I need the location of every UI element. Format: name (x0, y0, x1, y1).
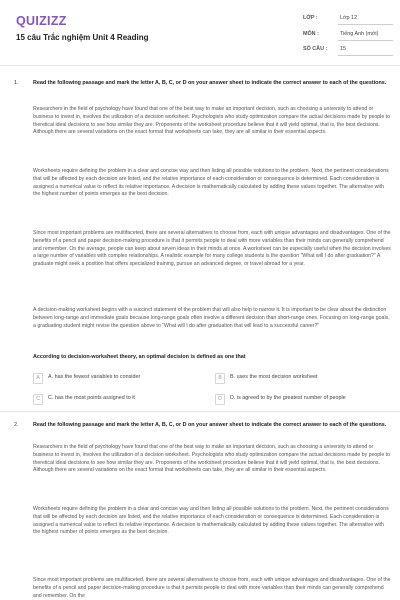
meta-count-label: SỐ CÂU : (303, 46, 328, 52)
question-stem: According to decision-worksheet theory, an optimal decision is defined as one that (33, 354, 246, 360)
question-2 (0, 422, 400, 600)
question-prompt: Read the following passage and mark the letter A, B, C, or D on your answer sheet to indicate the correct answer to each of the questions. (33, 422, 387, 428)
passage-paragraph: A decision-making worksheet begins with a succinct statement of the problem that will also help to narrow it. It is important to be clear about the distinction between long-range and immediate goals because long-range goals often involve a different decision than short-range ones. Focusing on long-range goals, a graduating student might revise the question above to "What will I do after graduation that will lead to a successful career?" (33, 307, 390, 329)
meta-subject-value: Tiếng Anh (mới) (340, 31, 379, 37)
page-header (0, 0, 400, 62)
option-c[interactable] (33, 394, 203, 406)
option-text: A. has the fewest variables to consider (48, 374, 141, 380)
option-letter-box: A (33, 373, 43, 384)
meta-subject-row (303, 31, 393, 47)
page-title: 15 câu Trắc nghiệm Unit 4 Reading (16, 33, 149, 42)
meta-class-label: LỚP : (303, 15, 318, 21)
option-letter-box: D (215, 394, 225, 405)
option-letter-box: B (215, 373, 225, 384)
passage-paragraph: Worksheets require defining the problem in a clear and concise way and then listing all possible solutions to the problem. Next, the pertinent considerations that will be affected by each decision are listed, and the relative importance of each consideration or consequence is determined. Each consideration is assigned a numerical value to reflect its relative importance. A decision is mathematically calculated by adding these values together. The alternative with the highest number of points emerges as the best decision. (33, 506, 389, 536)
question-1 (0, 80, 400, 410)
meta-subject-label: MÔN : (303, 31, 319, 37)
question-number: 1. (14, 80, 19, 86)
passage-paragraph: Researchers in the field of psychology have found that one of the best way to make an important decision, such as choosing a university to attend or business to invest in, involves the utilization of a decision worksheet. Psychologists who study optimization compare the actual decisions made by people to theretical ideal decisions to see how similar they are. Proponents of the worksheet procedure believe that it will yield optimal, that is, the best decisions. Although there are several variations on the exact format that worksheets can take, they are all similar in their essential aspects. (33, 444, 390, 474)
option-d[interactable] (215, 394, 385, 406)
option-letter-box: C (33, 394, 43, 405)
question-separator (0, 411, 400, 412)
question-prompt: Read the following passage and mark the letter A, B, C, or D on your answer sheet to indicate the correct answer to each of the questions. (33, 80, 387, 86)
meta-count-line (338, 55, 393, 56)
meta-class-line (338, 24, 393, 25)
header-divider (0, 65, 400, 66)
passage-paragraph: Worksheets require defining the problem in a clear and concise way and then listing all possible solutions to the problem. Next, the pertinent considerations that will be affected by each decision are listed, and the relative importance of each consideration or consequence is determined. Each consideration is assigned a numerical value to reflect its relative importance. A decision is mathematically calculated by adding these values together. The alternative with the highest number of points emerges as the best decision. (33, 168, 389, 198)
option-text: D. is agreed to by the greatest number of people (230, 395, 346, 401)
meta-subject-line (338, 40, 393, 41)
passage-paragraph: Since most important problems are multifaceted, there are several alternatives to choose from, each with unique advantages and disadvantages. One of the benefits of a pencil and paper decision-making procedure is that it permits people to deal with more variables than their minds can generally comprehend and remember. On the (33, 577, 391, 599)
option-a[interactable] (33, 373, 203, 385)
passage-paragraph: Researchers in the field of psychology have found that one of the best way to make an important decision, such as choosing a university to attend or business to invest in, involves the utilization of a decision worksheet. Psychologists who study optimization compare the actual decisions made by people to theretical ideal decisions to see how similar they are. Proponents of the worksheet procedure believe that it will yield optimal, that is, the best decisions. Although there are several variations on the exact format that worksheets can take, they are all similar in their essential aspects. (33, 106, 390, 136)
meta-class-value: Lớp 12 (340, 15, 358, 21)
question-number: 2. (14, 422, 19, 428)
passage-paragraph: Since most important problems are multifaceted, there are several alternatives to choose from, each with unique advantages and disadvantages. One of the benefits of a pencil and paper decision-making procedure is that it permits people to deal with more variables than their minds can generally comprehend and remember. On the average, people can keep about seven ideas in their minds at once. A worksheet can be especially useful when the decision involves a large number of variables with complex relationships. A realistic example for many college students is the question "What will I do after graduation?" A graduate might seek a position that offers specialized training, pursue an advanced degree, or travel abroad for a year. (33, 230, 391, 268)
option-text: B. uses the most decision worksheet (230, 374, 318, 380)
meta-count-value: 15 (340, 46, 346, 52)
meta-class-row (303, 15, 393, 31)
quizizz-logo: QUIZIZZ (16, 14, 67, 28)
option-text: C. has the most points assigned to it (48, 395, 135, 401)
option-b[interactable] (215, 373, 385, 385)
meta-count-row (303, 46, 393, 62)
